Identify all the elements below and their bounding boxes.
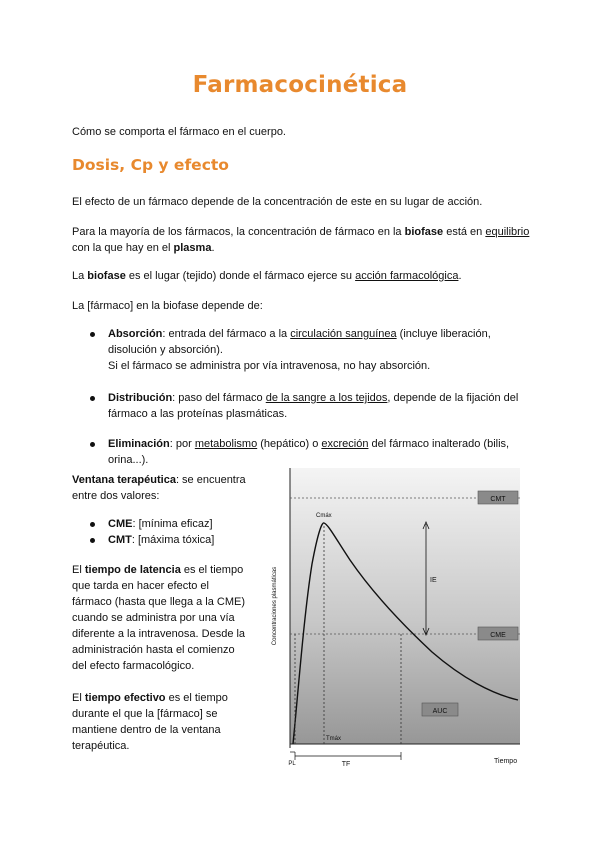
bullet-icon bbox=[90, 396, 95, 401]
bullet-icon bbox=[90, 538, 95, 543]
list-item-cme: CME: [mínima eficaz] bbox=[72, 516, 250, 532]
paragraph-biofase-equilibrio: Para la mayoría de los fármacos, la concentración de fármaco en la biofase está en equilibrio con la que hay en el plasma. bbox=[72, 226, 530, 254]
list-item-cmt: CMT: [máxima tóxica] bbox=[72, 532, 250, 548]
ventana-terapeutica: Ventana terapéutica: se encuentra entre dos valores: bbox=[72, 474, 246, 502]
ventana-list bbox=[72, 516, 250, 548]
tiempo-efectivo: El tiempo efectivo es el tiempo durante el que la [fármaco] se mantiene dentro de la ventana terapéutica. bbox=[72, 692, 228, 752]
intro-text: Cómo se comporta el fármaco en el cuerpo. bbox=[72, 126, 286, 138]
list-item-distribucion: Distribución: paso del fármaco de la sangre a los tejidos, depende de la fijación del fármaco a las proteínas plasmáticas. bbox=[72, 390, 532, 422]
tmax-label: Tmáx bbox=[326, 736, 341, 742]
x-axis-label: Tiempo bbox=[494, 758, 518, 765]
plot-background bbox=[290, 468, 520, 744]
tiempo-latencia: El tiempo de latencia es el tiempo que tarda en hacer efecto el fármaco (hasta que llega a la CME) cuando se administra por una vía diferente a la intravenosa. Desde la administración hasta el comienzo del efecto farmacológico. bbox=[72, 564, 246, 672]
list-item-absorcion: Absorción: entrada del fármaco a la circulación sanguínea (incluye liberación, disolución y absorción). Si el fármaco se administra por vía intravenosa, no hay absorción. bbox=[72, 326, 532, 374]
ie-label: IE bbox=[430, 577, 437, 584]
cme-label: CME bbox=[490, 632, 506, 639]
paragraph-efecto: El efecto de un fármaco depende de la concentración de este en su lugar de acción. bbox=[72, 196, 483, 208]
paragraph-depende: La [fármaco] en la biofase depende de: bbox=[72, 300, 263, 312]
section-title: Dosis, Cp y efecto bbox=[72, 156, 229, 174]
pl-label: PL bbox=[288, 761, 296, 767]
cmt-label: CMT bbox=[490, 496, 506, 503]
bullet-icon bbox=[90, 332, 95, 337]
y-axis-label: Concentraciones plasmáticas bbox=[272, 566, 278, 646]
cmax-label: Cmáx bbox=[316, 513, 332, 519]
pharmacokinetic-chart bbox=[262, 464, 524, 774]
page-title: Farmacocinética bbox=[192, 72, 408, 98]
auc-label: AUC bbox=[432, 708, 448, 715]
factors-list bbox=[72, 326, 532, 468]
bullet-icon bbox=[90, 442, 95, 447]
bullet-icon bbox=[90, 522, 95, 527]
list-item-eliminacion: Eliminación: por metabolismo (hepático) o excreción del fármaco inalterado (bilis, orina...). bbox=[72, 436, 532, 468]
paragraph-biofase-definicion: La biofase es el lugar (tejido) donde el fármaco ejerce su acción farmacológica. bbox=[72, 270, 462, 282]
tf-label: TF bbox=[341, 761, 351, 768]
